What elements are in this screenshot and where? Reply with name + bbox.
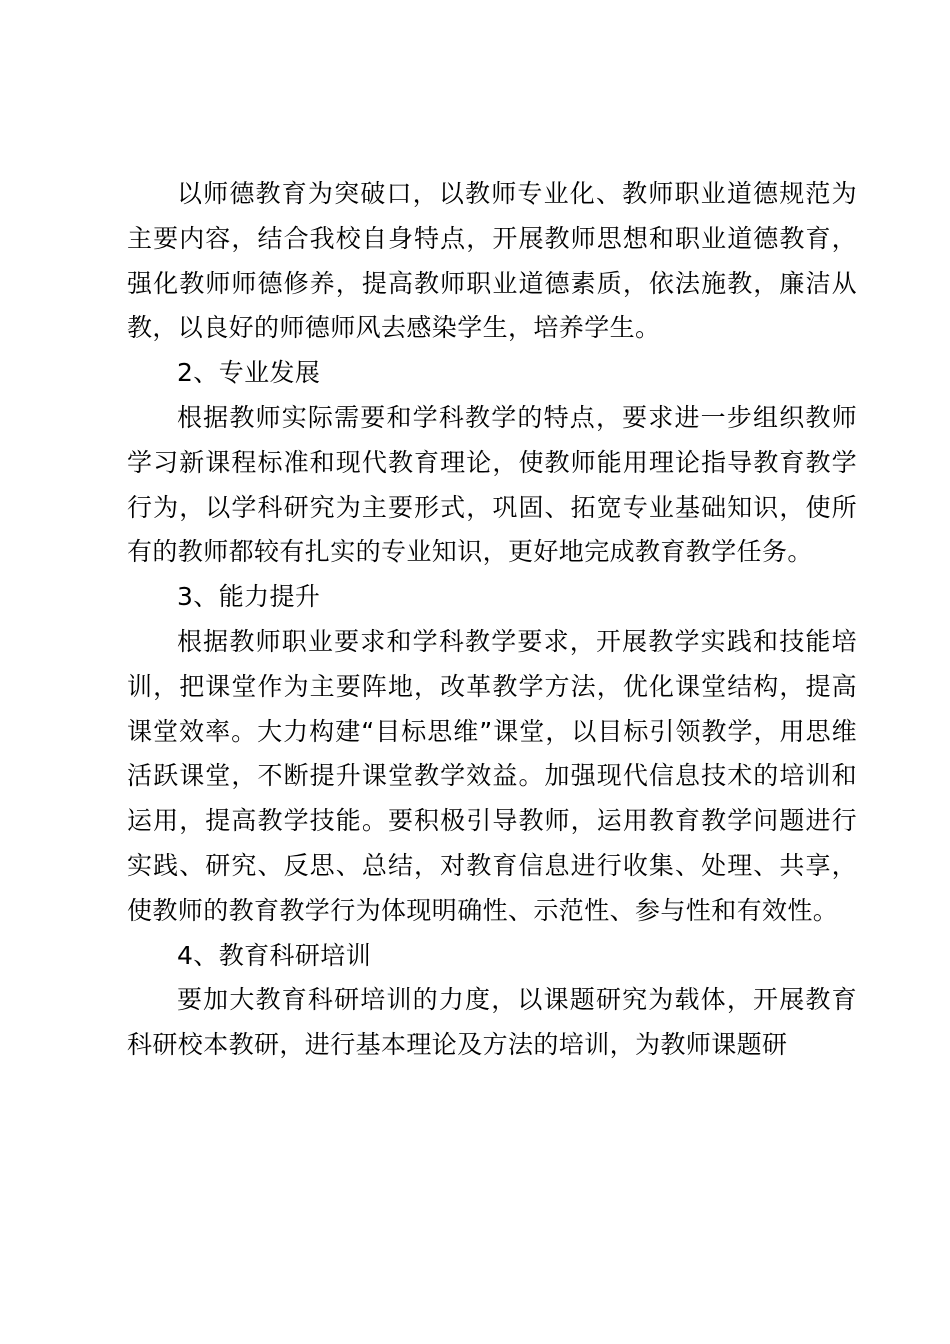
paragraph-teacher-ethics: 以师德教育为突破口，以教师专业化、教师职业道德规范为主要内容，结合我校自身特点，开展教师思想和职业道德教育，强化教师师德修养，提高教师职业道德素质，依法施教，廉洁从教，以良好的师德师风去感染学生，培养学生。: [127, 179, 857, 343]
paragraph-research-training: 要加大教育科研培训的力度，以课题研究为载体，开展教育科研校本教研，进行基本理论及方法的培训，为教师课题研: [127, 985, 857, 1060]
heading-professional-development: 2、专业发展: [177, 358, 321, 388]
heading-research-training: 4、教育科研培训: [177, 940, 372, 970]
document-page: [127, 172, 857, 1068]
heading-ability-improvement: 3、能力提升: [177, 582, 321, 612]
paragraph-professional-development: 根据教师实际需要和学科教学的特点，要求进一步组织教师学习新课程标准和现代教育理论，使教师能用理论指导教育教学行为，以学科研究为主要形式，巩固、拓宽专业基础知识，使所有的教师都较有扎实的专业知识，更好地完成教育教学任务。: [127, 402, 857, 567]
paragraph-ability-improvement: 根据教师职业要求和学科教学要求，开展教学实践和技能培训，把课堂作为主要阵地，改革教学方法，优化课堂结构，提高课堂效率。大力构建“目标思维”课堂，以目标引领教学，用思维活跃课堂，不断提升课堂教学效益。加强现代信息技术的培训和运用，提高教学技能。要积极引导教师，运用教育教学问题进行实践、研究、反思、总结，对教育信息进行收集、处理、共享，使教师的教育教学行为体现明确性、示范性、参与性和有效性。: [127, 626, 857, 925]
